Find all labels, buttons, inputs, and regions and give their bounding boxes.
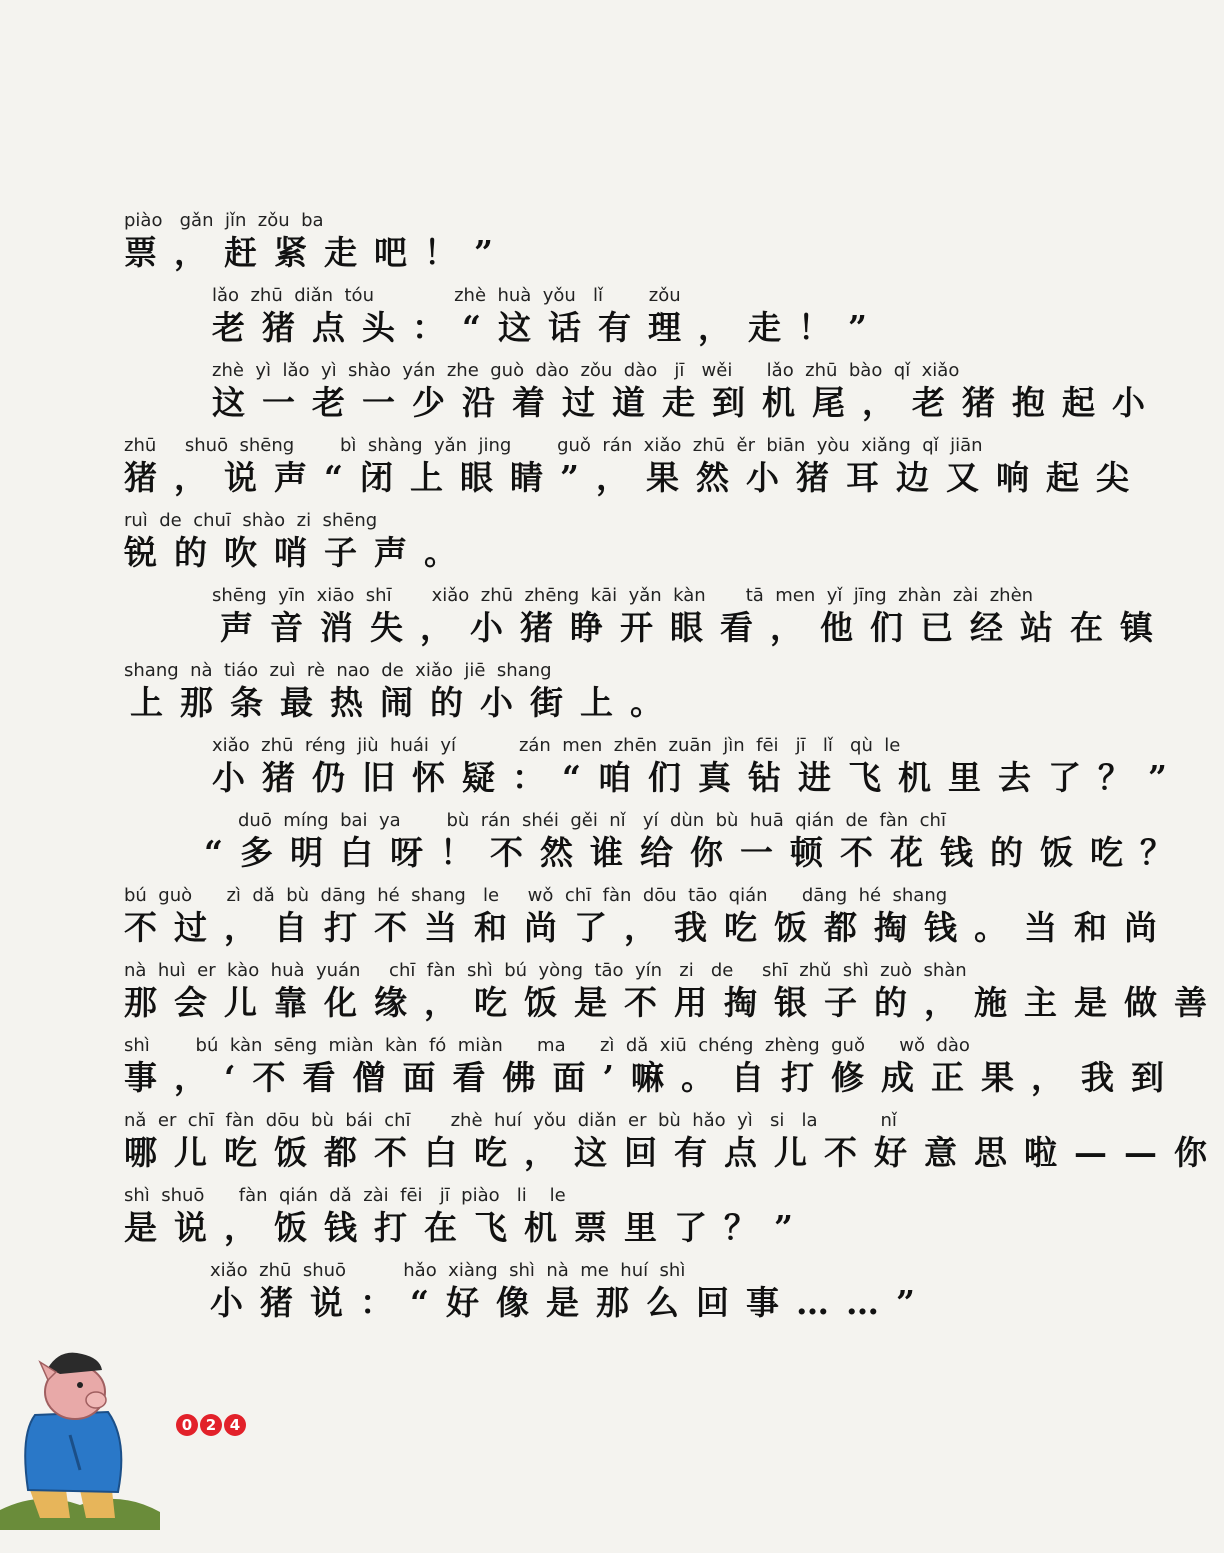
hanzi-line: 老猪点头：“这话有理，走！” (212, 308, 884, 347)
text-line (0, 358, 1162, 433)
pinyin-line: ruì de chuī shào zi shēng (124, 510, 378, 531)
text-line (0, 808, 1190, 883)
pinyin-line: nǎ er chī fàn dōu bù bái chī zhè huí yǒu diǎn er bù hǎo yì si la nǐ (124, 1110, 897, 1131)
page-number-digit: 4 (224, 1414, 246, 1436)
pinyin-line: lǎo zhū diǎn tóu zhè huà yǒu lǐ zǒu (212, 285, 681, 306)
text-line (0, 733, 1184, 808)
pinyin-line: shang nà tiáo zuì rè nao de xiǎo jiē shang (124, 660, 552, 681)
pinyin-line: bú guò zì dǎ bù dāng hé shang le wǒ chī fàn dōu tāo qián dāng hé shang (124, 885, 948, 906)
text-line (0, 433, 1146, 508)
hanzi-line: 事，‘不看僧面看佛面’嘛。自打修成正果，我到 (124, 1058, 1181, 1097)
text-line (0, 1258, 1080, 1333)
text-line (0, 1108, 1224, 1183)
hanzi-line: 锐的吹哨子声。 (124, 533, 474, 572)
text-line (0, 208, 1080, 283)
hanzi-line: “多明白呀！不然谁给你一顿不花钱的饭吃？ (204, 833, 1190, 872)
pinyin-line: shì shuō fàn qián dǎ zài fēi jī piào li le (124, 1185, 566, 1206)
pinyin-line: duō míng bai ya bù rán shéi gěi nǐ yí dùn bù huā qián de fàn chī (238, 810, 946, 831)
text-line (0, 958, 1224, 1033)
text-line (0, 658, 1080, 733)
hanzi-line: 哪儿吃饭都不白吃，这回有点儿不好意思啦——你 (124, 1133, 1224, 1172)
hanzi-line: 那会儿靠化缘，吃饭是不用掏银子的，施主是做善 (124, 983, 1224, 1022)
hanzi-line: 票，赶紧走吧！” (124, 233, 510, 272)
text-line (0, 1033, 1181, 1108)
pig-monk-icon (0, 1340, 160, 1530)
hanzi-line: 猪，说声“闭上眼睛”，果然小猪耳边又响起尖 (124, 458, 1146, 497)
hanzi-line: 小猪仍旧怀疑：“咱们真钻进飞机里去了？” (212, 758, 1184, 797)
page-number-digit: 0 (176, 1414, 198, 1436)
pinyin-line: zhè yì lǎo yì shào yán zhe guò dào zǒu dào jī wěi lǎo zhū bào qǐ xiǎo (212, 360, 960, 381)
text-line (0, 508, 1080, 583)
pinyin-line: piào gǎn jǐn zǒu ba (124, 210, 324, 231)
pinyin-line: xiǎo zhū shuō hǎo xiàng shì nà me huí shì (210, 1260, 686, 1281)
hanzi-line: 是说，饭钱打在飞机票里了？” (124, 1208, 810, 1247)
pinyin-line: xiǎo zhū réng jiù huái yí zán men zhēn zuān jìn fēi jī lǐ qù le (212, 735, 901, 756)
hanzi-line: 这一老一少沿着过道走到机尾，老猪抱起小 (212, 383, 1162, 422)
hanzi-line: 不过，自打不当和尚了，我吃饭都掏钱。当和尚 (124, 908, 1174, 947)
text-line (0, 283, 1080, 358)
hanzi-line: 声音消失，小猪睁开眼看，他们已经站在镇 (220, 608, 1170, 647)
hanzi-line: 上那条最热闹的小街上。 (130, 683, 680, 722)
text-line (0, 583, 1170, 658)
pinyin-line: shì bú kàn sēng miàn kàn fó miàn ma zì dǎ xiū chéng zhèng guǒ wǒ dào (124, 1035, 970, 1056)
page-number-digit: 2 (200, 1414, 222, 1436)
pinyin-line: shēng yīn xiāo shī xiǎo zhū zhēng kāi yǎn kàn tā men yǐ jīng zhàn zài zhèn (212, 585, 1034, 606)
page-number (176, 1414, 246, 1440)
text-line (0, 1183, 1080, 1258)
hanzi-line: 小猪说：“好像是那么回事……” (210, 1283, 932, 1322)
text-line (0, 883, 1174, 958)
pinyin-line: zhū shuō shēng bì shàng yǎn jing guǒ rán xiǎo zhū ěr biān yòu xiǎng qǐ jiān (124, 435, 983, 456)
pinyin-line: nà huì er kào huà yuán chī fàn shì bú yòng tāo yín zi de shī zhǔ shì zuò shàn (124, 960, 967, 981)
